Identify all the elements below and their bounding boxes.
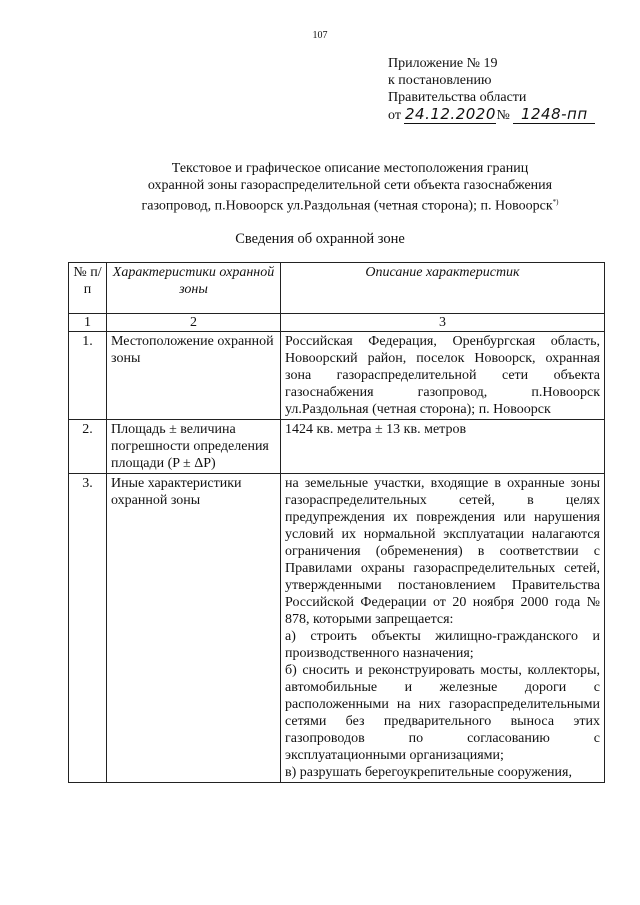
section-title: Сведения об охранной зоне: [235, 231, 405, 247]
header-description: Описание характеристик: [281, 263, 605, 314]
description-paragraph: Российская Федерация, Оренбургская область, Новоорский район, поселок Новоорск, охранная зона газораспределительной сети объекта газоснабжения газопровод, п.Новоорск ул.Раздольная (четная сторона); п. Новоорск: [285, 334, 600, 417]
title-line-1: Текстовое и графическое описание местоположения границ: [171, 161, 529, 176]
column-number-row: [69, 314, 605, 332]
from-prefix: от: [388, 108, 401, 123]
header-characteristic: Характеристики охранной зоны: [107, 263, 281, 314]
appendix-block: [388, 55, 595, 124]
description-paragraph: на земельные участки, входящие в охранные зоны газораспределительных сетей, в целях предупреждения их повреждения или нарушения условий их нормальной эксплуатации налагаются ограничения (обременения) в соответствии с Правилами охраны газораспределительных сетей, утвержденными постановлением Правительства Российской Федерации от 20 ноября 2000 года № 878, которыми запрещается:: [285, 476, 600, 627]
appendix-line-2: к постановлению: [388, 73, 492, 88]
handwritten-number: 1248-пп: [513, 106, 595, 124]
row-description: [281, 474, 605, 783]
row-num: 1.: [69, 332, 107, 420]
table-row: [69, 420, 605, 474]
handwritten-date: 24.12.2020: [404, 105, 496, 123]
column-number: 3: [281, 314, 605, 332]
page-number: 107: [312, 30, 328, 41]
row-characteristic: Иные характеристики охранной зоны: [107, 474, 281, 783]
title-line-3-text: газопровод, п.Новоорск ул.Раздольная (четная сторона); п. Новоорск: [141, 198, 553, 214]
table-row: [69, 332, 605, 420]
column-number: 1: [69, 314, 107, 332]
description-paragraph: б) сносить и реконструировать мосты, коллекторы, автомобильные и железные дороги с расположенными на них газораспределительными сетями без предварительного выноса этих газопроводов по согласованию с эксплуатационными организациями;: [285, 663, 600, 763]
column-number: 2: [107, 314, 281, 332]
row-description: [281, 420, 605, 474]
number-sign: №: [496, 108, 510, 123]
footnote-mark: *): [552, 198, 559, 206]
title-line-2: охранной зоны газораспределительной сети объекта газоснабжения: [147, 178, 553, 193]
description-paragraph: в) разрушать берегоукрепительные сооружения,: [285, 765, 572, 780]
appendix-line-3: Правительства области: [388, 90, 527, 105]
title-line-3: [100, 194, 600, 215]
table-header-row: [69, 263, 605, 314]
description-paragraph: а) строить объекты жилищно-гражданского и производственного назначения;: [285, 629, 600, 661]
row-num: 2.: [69, 420, 107, 474]
row-description: [281, 332, 605, 420]
table-row: [69, 474, 605, 783]
zone-info-table: [68, 262, 605, 783]
row-characteristic: Площадь ± величина погрешности определения площади (P ± ΔP): [107, 420, 281, 474]
document-title: [100, 160, 600, 215]
appendix-date-line: [388, 106, 595, 124]
description-paragraph: 1424 кв. метра ± 13 кв. метров: [285, 422, 467, 437]
row-characteristic: Местоположение охранной зоны: [107, 332, 281, 420]
header-num: № п/п: [69, 263, 107, 314]
row-num: 3.: [69, 474, 107, 783]
appendix-line-1: Приложение № 19: [388, 56, 498, 71]
